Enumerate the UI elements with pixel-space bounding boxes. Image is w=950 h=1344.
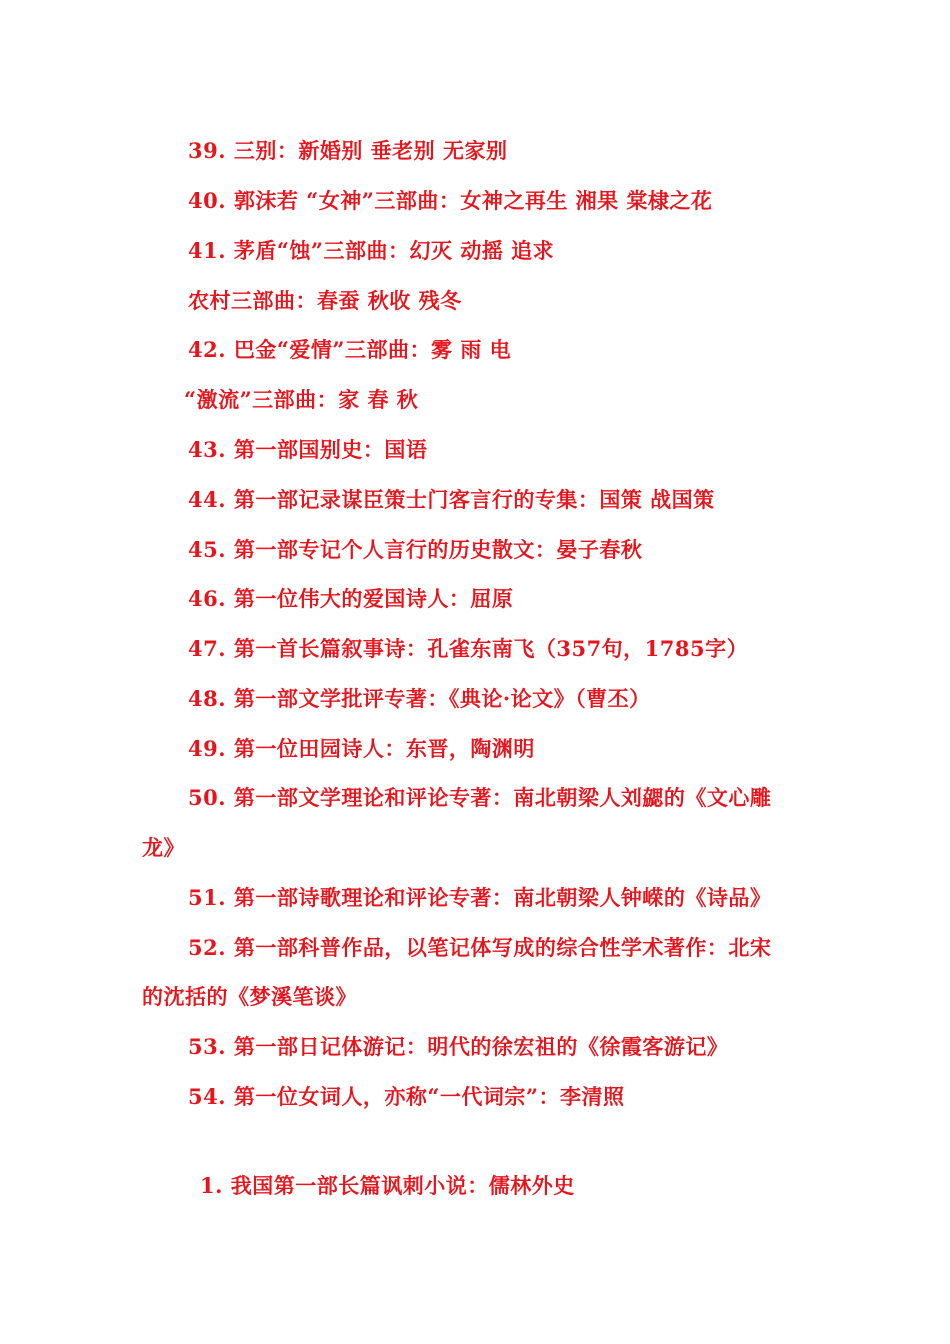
list-item: 48. 第一部文学批评专著：《典论·论文》（曹丕） [188,686,651,711]
list-item-continuation: 龙》 [142,835,185,860]
list-item: 49. 第一位田园诗人：东晋，陶渊明 [188,736,535,761]
list-item: 46. 第一位伟大的爱国诗人：屈原 [188,586,514,611]
list-item: 45. 第一部专记个人言行的历史散文：晏子春秋 [188,537,643,562]
list-item-continuation: 的沈括的《梦溪笔谈》 [142,984,357,1009]
list-item: 1. 我国第一部长篇讽刺小说：儒林外史 [200,1173,575,1198]
list-item: 40. 郭沫若 “女神”三部曲：女神之再生 湘果 棠棣之花 [188,188,713,213]
list-item: 54. 第一位女词人，亦称“一代词宗”：李清照 [188,1084,625,1109]
list-item: 农村三部曲：春蚕 秋收 残冬 [188,288,462,313]
list-item: 43. 第一部国别史：国语 [188,437,428,462]
list-item: “激流”三部曲：家 春 秋 [184,387,419,412]
list-item: 53. 第一部日记体游记：明代的徐宏祖的《徐霞客游记》 [188,1034,729,1059]
list-item: 51. 第一部诗歌理论和评论专著：南北朝梁人钟嵘的《诗品》 [188,885,772,910]
list-item: 44. 第一部记录谋臣策士门客言行的专集：国策 战国策 [188,487,715,512]
list-item: 41. 茅盾“蚀”三部曲：幻灭 动摇 追求 [188,238,555,263]
list-item: 52. 第一部科普作品，以笔记体写成的综合性学术著作：北宋 [188,935,772,960]
list-item: 50. 第一部文学理论和评论专著：南北朝梁人刘勰的《文心雕 [188,785,772,810]
list-item: 42. 巴金“爱情”三部曲：雾 雨 电 [188,337,512,362]
list-item: 47. 第一首长篇叙事诗：孔雀东南飞（357句，1785字） [188,636,749,661]
list-item: 39. 三别：新婚别 垂老别 无家别 [188,138,508,163]
